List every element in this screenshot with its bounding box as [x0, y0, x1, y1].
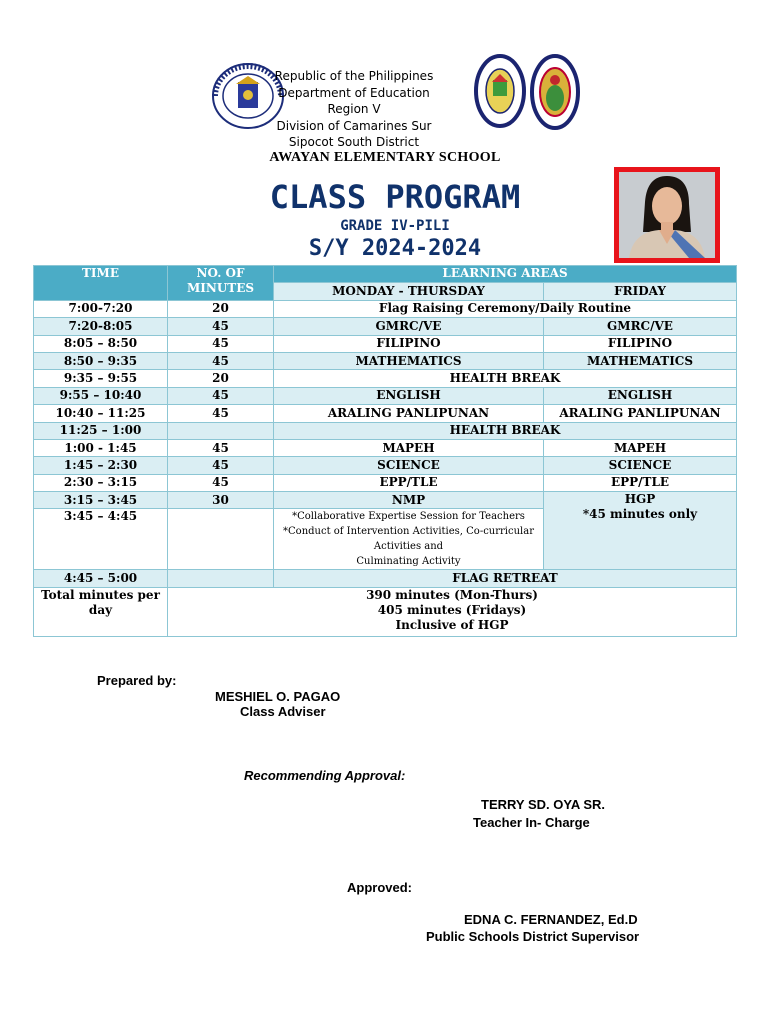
friday-cell: GMRC/VE [544, 318, 737, 335]
header-mon-thu: MONDAY - THURSDAY [274, 283, 544, 300]
table-row [34, 439, 737, 456]
time-cell: 1:45 – 2:30 [34, 457, 168, 474]
time-cell: 2:30 – 3:15 [34, 474, 168, 491]
time-cell: 11:25 – 1:00 [34, 422, 168, 439]
approved-name: EDNA C. FERNANDEZ, Ed.D [464, 912, 638, 927]
table-row [34, 387, 737, 404]
minutes-cell: 45 [168, 457, 274, 474]
minutes-cell: 45 [168, 405, 274, 422]
recommending-title: Teacher In- Charge [473, 815, 590, 830]
header-line: Republic of the Philippines [274, 69, 434, 83]
header-line: Department of Education [278, 85, 430, 100]
header-line: Sipocot South District [288, 135, 420, 149]
time-cell: 7:00-7:20 [34, 300, 168, 317]
activity-cell: FLAG RETREAT [274, 570, 737, 587]
time-cell: 10:40 – 11:25 [34, 405, 168, 422]
mon-thu-cell: GMRC/VE [274, 318, 544, 335]
teacher-photo [614, 167, 720, 263]
friday-cell: SCIENCE [544, 457, 737, 474]
minutes-cell: 45 [168, 335, 274, 352]
mon-thu-cell: EPP/TLE [274, 474, 544, 491]
class-program-table [33, 265, 737, 637]
note-line: *Conduct of Intervention Activities, Co-curricular Activities and [283, 526, 534, 553]
time-cell: 7:20-8:05 [34, 318, 168, 335]
mon-thu-cell: ENGLISH [274, 387, 544, 404]
table-row [34, 457, 737, 474]
friday-cell: MAPEH [544, 439, 737, 456]
prepared-label: Prepared by: [97, 673, 177, 688]
minutes-cell: 45 [168, 474, 274, 491]
header-line: Division of Camarines Sur [276, 118, 432, 133]
mon-thu-cell: NMP [274, 492, 544, 509]
time-cell: 3:15 – 3:45 [34, 492, 168, 509]
header-learning-areas: LEARNING AREAS [274, 266, 737, 283]
mon-thu-cell: ARALING PANLIPUNAN [274, 405, 544, 422]
friday-cell: EPP/TLE [544, 474, 737, 491]
time-cell: 9:35 – 9:55 [34, 370, 168, 387]
minutes-cell [168, 509, 274, 570]
time-cell: 4:45 – 5:00 [34, 570, 168, 587]
header-friday: FRIDAY [544, 283, 737, 300]
table-row [34, 335, 737, 352]
mon-thu-cell: FILIPINO [274, 335, 544, 352]
recommending-label: Recommending Approval: [244, 768, 406, 783]
table-row [34, 300, 737, 317]
table-row [34, 405, 737, 422]
note-line: Culminating Activity [356, 556, 461, 568]
total-line: 405 minutes (Fridays) [377, 602, 527, 617]
header-minutes: NO. OF MINUTES [168, 266, 274, 301]
table-row [34, 318, 737, 335]
friday-cell [544, 492, 737, 570]
table-row [34, 422, 737, 439]
school-year: S/Y 2024-2024 [308, 236, 482, 261]
approved-label: Approved: [347, 880, 412, 895]
minutes-cell: 20 [168, 300, 274, 317]
activity-cell: HEALTH BREAK [274, 422, 737, 439]
total-value [168, 587, 737, 636]
table-row [34, 474, 737, 491]
minutes-cell: 20 [168, 370, 274, 387]
minutes-cell [168, 422, 274, 439]
prepared-name: MESHIEL O. PAGAO [215, 689, 341, 704]
table-row [34, 492, 737, 509]
total-line: 390 minutes (Mon-Thurs) [366, 587, 538, 602]
friday-cell: ARALING PANLIPUNAN [544, 405, 737, 422]
minutes-cell: 45 [168, 387, 274, 404]
table-row [34, 352, 737, 369]
teacher-photo-image [619, 172, 715, 258]
mon-thu-cell: MATHEMATICS [274, 352, 544, 369]
minutes-cell: 30 [168, 492, 274, 509]
friday-hgp: HGP [624, 492, 656, 507]
header-time: TIME [34, 266, 168, 301]
page-title: CLASS PROGRAM [269, 178, 521, 216]
total-row [34, 587, 737, 636]
minutes-cell: 45 [168, 439, 274, 456]
table-row [34, 570, 737, 587]
sipocot-district-seal [530, 54, 580, 130]
grade-section: GRADE IV-PILI [340, 218, 450, 234]
header-line: Region V [327, 102, 381, 116]
mon-thu-cell: SCIENCE [274, 457, 544, 474]
note-line: *Collaborative Expertise Session for Teachers [292, 511, 525, 523]
approved-title: Public Schools District Supervisor [426, 929, 640, 944]
friday-cell: ENGLISH [544, 387, 737, 404]
activity-cell: HEALTH BREAK [274, 370, 737, 387]
time-cell: 3:45 – 4:45 [34, 509, 168, 570]
header-lines [250, 68, 458, 151]
minutes-cell: 45 [168, 352, 274, 369]
notes-cell [274, 509, 544, 570]
prepared-title: Class Adviser [240, 704, 326, 719]
minutes-cell [168, 570, 274, 587]
table-row [34, 370, 737, 387]
time-cell: 1:00 - 1:45 [34, 439, 168, 456]
school-name: AWAYAN ELEMENTARY SCHOOL [269, 150, 501, 165]
time-cell: 9:55 – 10:40 [34, 387, 168, 404]
friday-cell: FILIPINO [544, 335, 737, 352]
total-line: Inclusive of HGP [395, 617, 509, 632]
friday-cell: MATHEMATICS [544, 352, 737, 369]
friday-note: *45 minutes only [582, 507, 698, 522]
minutes-cell: 45 [168, 318, 274, 335]
total-label: Total minutes per day [34, 587, 168, 636]
mon-thu-cell: MAPEH [274, 439, 544, 456]
time-cell: 8:05 – 8:50 [34, 335, 168, 352]
awayan-school-seal [474, 54, 526, 128]
activity-cell: Flag Raising Ceremony/Daily Routine [274, 300, 737, 317]
recommending-name: TERRY SD. OYA SR. [481, 797, 606, 812]
time-cell: 8:50 – 9:35 [34, 352, 168, 369]
